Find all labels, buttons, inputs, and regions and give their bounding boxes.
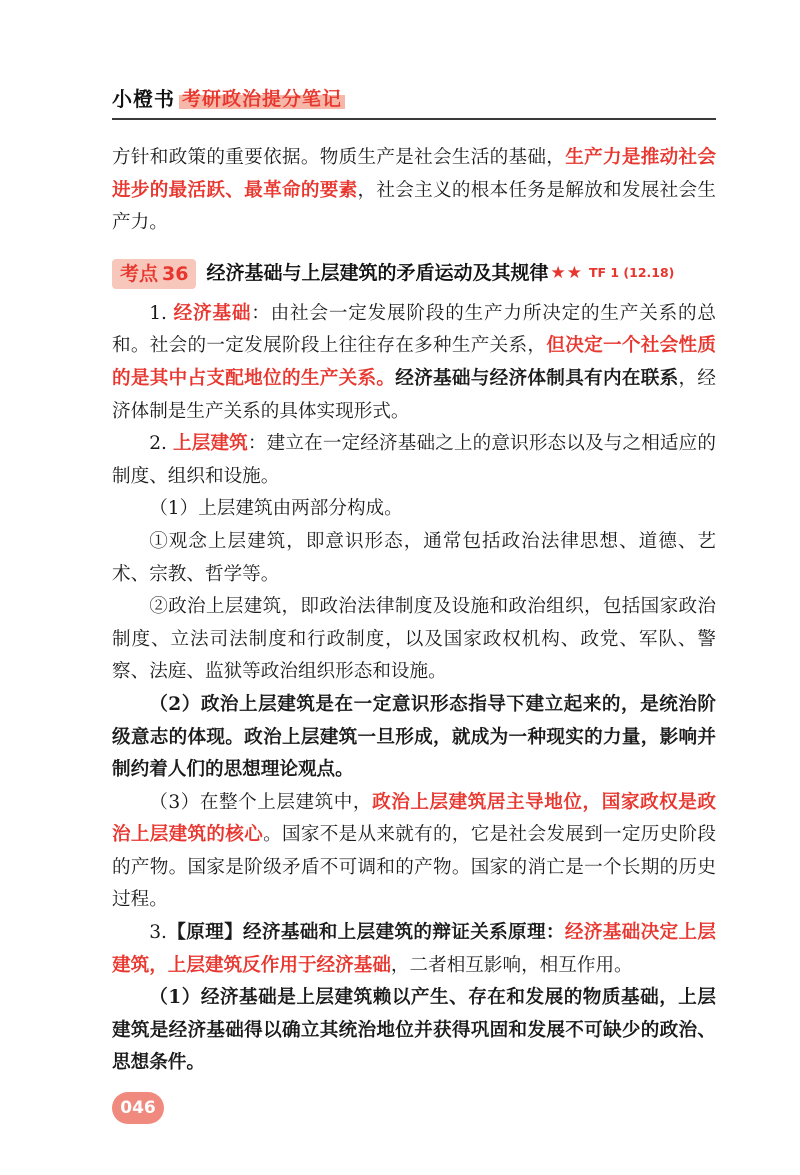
section-title: 经济基础与上层建筑的矛盾运动及其规律: [206, 262, 549, 285]
kaodian-label: 考点: [120, 262, 159, 285]
highlight-text: 生产力是推动社会进步的最活跃、最革命的要素: [112, 147, 716, 201]
page-number: 046: [112, 1092, 164, 1124]
exam-frequency-tag: TF 1 (12.18): [588, 265, 675, 281]
paragraph-2-1: （1）上层建筑由两部分构成。: [149, 498, 403, 520]
term-economic-base: 经济基础: [173, 302, 252, 324]
section-heading: [112, 258, 716, 290]
paragraph-2-1-a: ①观念上层建筑，即意识形态，通常包括政治法律思想、道德、艺术、宗教、哲学等。: [112, 530, 716, 585]
header-rule: [112, 118, 716, 120]
term-superstructure: 上层建筑: [172, 433, 248, 455]
paragraph-principle: 3.【原理】经济基础和上层建筑的辩证关系原理：经济基础决定上层建筑，上层建筑反作用于经济基础，二者相互影响，相互作用。: [112, 922, 716, 976]
book-brand: 小橙书: [112, 86, 175, 111]
kaodian-badge: [112, 259, 196, 289]
kaodian-number: 36: [162, 262, 189, 285]
book-subtitle: 考研政治提分笔记: [179, 84, 345, 111]
intro-paragraph: 方针和政策的重要依据。物质生产是社会生活的基础，生产力是推动社会进步的最活跃、最革命的要素，社会主义的根本任务是解放和发展社会生产力。: [112, 147, 716, 234]
paragraph-2-3: （3）在整个上层建筑中，政治上层建筑居主导地位，国家政权是政治上层建筑的核心。国家不是从来就有的，它是社会发展到一定历史阶段的产物。国家是阶级矛盾不可调和的产物。国家的消亡是一个长期的历史过程。: [112, 791, 716, 911]
importance-stars: ★★: [550, 263, 583, 284]
paragraph-economic-base: 1. 经济基础：由社会一定发展阶段的生产力所决定的生产关系的总和。社会的一定发展阶段上往往存在多种生产关系，但决定一个社会性质的是其中占支配地位的生产关系。经济基础与经济体制具有内在联系，经济体制是生产关系的具体实现形式。: [112, 302, 716, 422]
paragraph-3-1: （1）经济基础是上层建筑赖以产生、存在和发展的物质基础，上层建筑是经济基础得以确立其统治地位并获得巩固和发展不可缺少的政治、思想条件。: [112, 987, 716, 1074]
paragraph-2-2: （2）政治上层建筑是在一定意识形态指导下建立起来的，是统治阶级意志的体现。政治上层建筑一旦形成，就成为一种现实的力量，影响并制约着人们的思想理论观点。: [112, 693, 716, 781]
paragraph-superstructure: 2. 上层建筑：建立在一定经济基础之上的意识形态以及与之相适应的制度、组织和设施。: [112, 433, 716, 487]
page-body: [112, 142, 716, 1080]
running-header: [112, 80, 345, 114]
paragraph-2-1-b: ②政治上层建筑，即政治法律制度及设施和政治组织，包括国家政治制度、立法司法制度和行政制度，以及国家政权机构、政党、军队、警察、法庭、监狱等政治组织形态和设施。: [112, 596, 716, 683]
